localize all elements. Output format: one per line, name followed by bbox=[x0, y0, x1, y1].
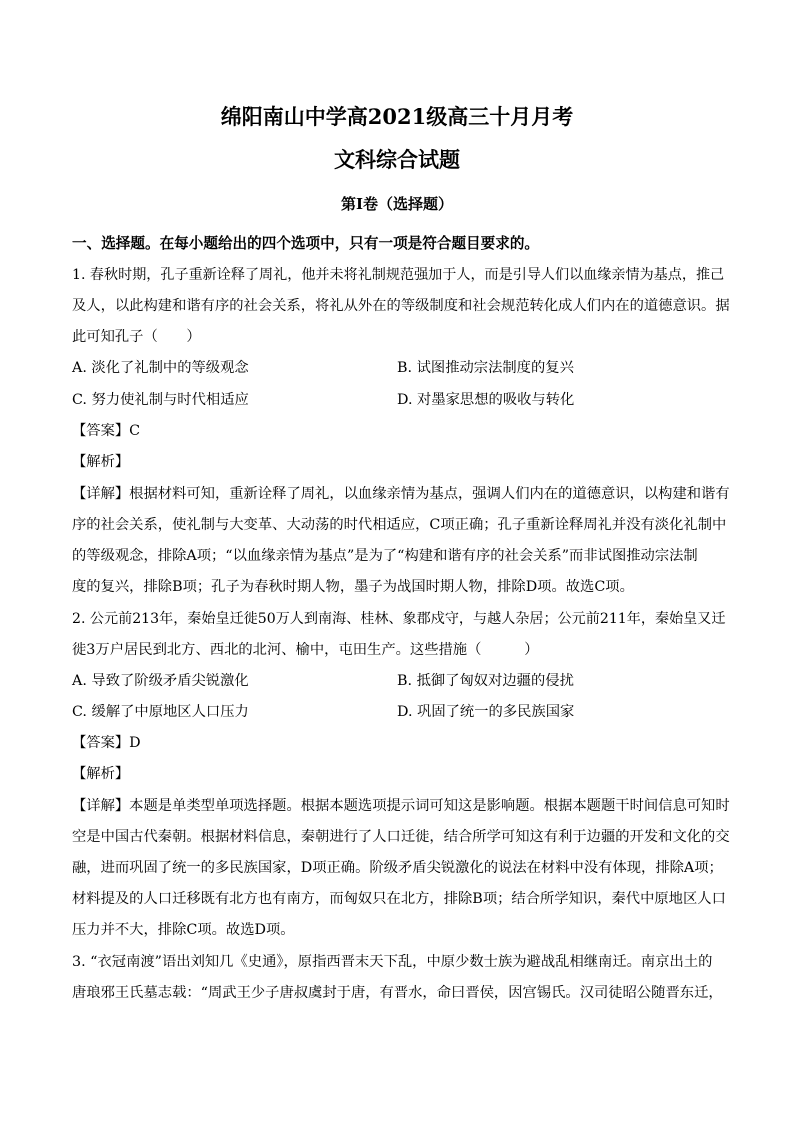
q1-detail-line-1: 【详解】根据材料可知，重新诠释了周礼，以血缘亲情为基点，强调人们内在的道德意识，以构建和谐有 bbox=[72, 486, 730, 502]
q2-option-c: C. 缓解了中原地区人口压力 bbox=[72, 704, 249, 720]
q2-stem-line-1: 2. 公元前213年，秦始皇迁徙50万人到南海、桂林、象郡戍守，与越人杂居；公元前211年，秦始皇又迁 bbox=[72, 611, 726, 627]
q1-option-b: B. 试图推动宗法制度的复兴 bbox=[397, 360, 574, 376]
q1-analysis-label: 【解析】 bbox=[72, 454, 130, 470]
q2-option-b: B. 抵御了匈奴对边疆的侵扰 bbox=[397, 673, 574, 689]
q2-detail-line-5: 压力并不大，排除C项。故选D项。 bbox=[72, 922, 295, 938]
q1-option-a: A. 淡化了礼制中的等级观念 bbox=[72, 360, 249, 376]
q2-detail-line-2: 空是中国古代秦朝。根据材料信息，秦朝进行了人口迁徙，结合所学可知这有利于边疆的开发和文化的交 bbox=[72, 829, 730, 845]
q3-stem-line-1: 3. “衣冠南渡”语出刘知几《史通》，原指西晋末天下乱，中原少数士族为避战乱相继南迁。南京出土的 bbox=[72, 954, 713, 970]
q2-detail-line-3: 融，进而巩固了统一的多民族国家，D项正确。阶级矛盾尖锐激化的说法在材料中没有体现，排除A项； bbox=[72, 860, 723, 876]
exam-title: 绵阳南山中学高2021级高三十月月考 bbox=[220, 104, 574, 129]
q2-option-a: A. 导致了阶级矛盾尖锐激化 bbox=[72, 673, 249, 689]
section-heading: 一、选择题。在每小题给出的四个选项中，只有一项是符合题目要求的。 bbox=[72, 235, 540, 252]
q1-option-c: C. 努力使礼制与时代相适应 bbox=[72, 392, 249, 408]
volume-heading: 第Ⅰ卷（选择题） bbox=[340, 195, 454, 213]
q1-stem-line-1: 1. 春秋时期，孔子重新诠释了周礼，他并未将礼制规范强加于人，而是引导人们以血缘亲情为基点，推己 bbox=[72, 267, 725, 283]
q2-answer: 【答案】D bbox=[72, 735, 141, 751]
q2-analysis-label: 【解析】 bbox=[72, 766, 130, 782]
q1-detail-line-4: 度的复兴，排除B项；孔子为春秋时期人物，墨子为战国时期人物，排除D项。故选C项。 bbox=[72, 579, 634, 595]
q3-stem-line-2: 唐琅邪王氏墓志载：“周武王少子唐叔虞封于唐，有晋水，命曰晋侯，因宫锡氏。汉司徒昭公随晋东迁， bbox=[72, 985, 723, 1001]
q1-detail-line-3: 的等级观念，排除A项；“以血缘亲情为基点”是为了“构建和谐有序的社会关系”而非试图推动宗法制 bbox=[72, 548, 698, 564]
exam-subtitle: 文科综合试题 bbox=[334, 147, 460, 172]
q2-option-d: D. 巩固了统一的多民族国家 bbox=[397, 704, 575, 720]
q1-answer: 【答案】C bbox=[72, 423, 141, 439]
q2-detail-line-1: 【详解】本题是单类型单项选择题。根据本题选项提示词可知这是影响题。根据本题题干时间信息可知时 bbox=[72, 798, 730, 814]
q1-detail-line-2: 序的社会关系，使礼制与大变革、大动荡的时代相适应，C项正确；孔子重新诠释周礼并没有淡化礼制中 bbox=[72, 517, 727, 533]
q1-stem-line-3: 此可知孔子（ ） bbox=[72, 329, 201, 345]
q1-stem-line-2: 及人，以此构建和谐有序的社会关系，将礼从外在的等级制度和社会规范转化成人们内在的道德意识。据 bbox=[72, 298, 730, 314]
q1-option-d: D. 对墨家思想的吸收与转化 bbox=[397, 392, 575, 408]
q2-detail-line-4: 材料提及的人口迁移既有北方也有南方，而匈奴只在北方，排除B项；结合所学知识，秦代中原地区人口 bbox=[72, 891, 726, 907]
q2-stem-line-2: 徙3万户居民到北方、西北的北河、榆中，屯田生产。这些措施（ ） bbox=[72, 642, 539, 658]
